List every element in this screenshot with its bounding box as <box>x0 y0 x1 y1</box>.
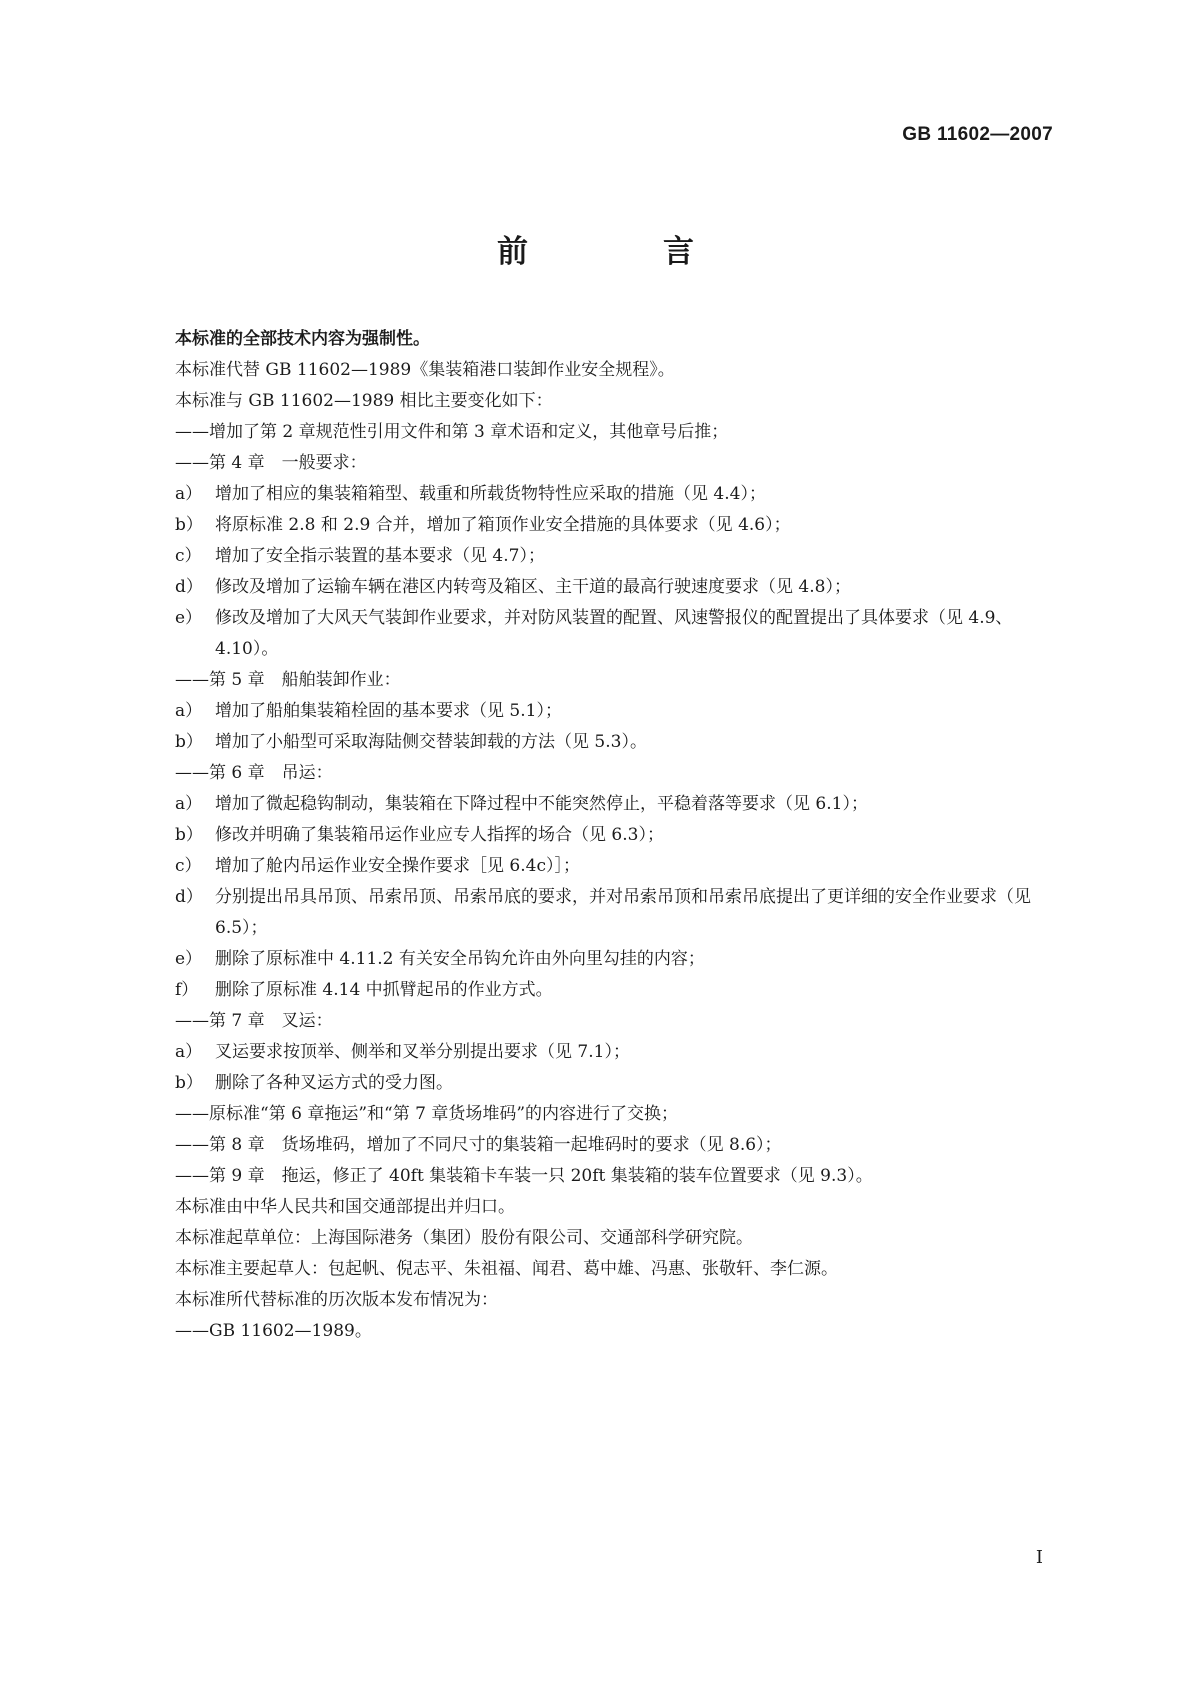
list-marker: a） <box>175 794 203 814</box>
list-item <box>175 882 1055 944</box>
list-marker: d） <box>175 887 203 907</box>
list-marker: e） <box>175 608 203 628</box>
list-marker: a） <box>175 484 203 504</box>
list-item-text: 增加了微起稳钩制动，集装箱在下降过程中不能突然停止，平稳着落等要求（见 6.1）； <box>215 794 868 814</box>
list-item <box>175 727 1055 758</box>
list-marker: d） <box>175 577 203 597</box>
list-item <box>175 541 1055 572</box>
list-item-text: 增加了相应的集装箱箱型、载重和所载货物特性应采取的措施（见 4.4）； <box>215 484 766 504</box>
list-marker: b） <box>175 825 203 845</box>
chapter-heading: ——第 4 章 一般要求： <box>175 453 367 473</box>
page-title: 前 言 <box>497 234 746 270</box>
list-item <box>175 510 1055 541</box>
list-marker: a） <box>175 701 203 721</box>
list-item <box>175 696 1055 727</box>
list-item-text: 修改并明确了集装箱吊运作业应专人指挥的场合（见 6.3）； <box>215 825 664 845</box>
list-item-text: 删除了原标准中 4.11.2 有关安全吊钩允许由外向里勾挂的内容； <box>215 949 705 969</box>
list-item-text: 增加了安全指示装置的基本要求（见 4.7）； <box>215 546 545 566</box>
list-marker: e） <box>175 949 203 969</box>
list-item <box>175 789 1055 820</box>
list-item <box>175 479 1055 510</box>
page-number: I <box>1035 1547 1043 1568</box>
paragraph: 本标准与 GB 11602—1989 相比主要变化如下： <box>175 391 553 411</box>
mandatory-statement: 本标准的全部技术内容为强制性。 <box>175 329 430 349</box>
list-item-text: 修改及增加了大风天气装卸作业要求，并对防风装置的配置、风速警报仪的配置提出了具体要求（见 4.9、4.10）。 <box>215 608 1013 659</box>
list-marker: c） <box>175 546 202 566</box>
chapter-heading: ——第 6 章 吊运： <box>175 763 333 783</box>
list-item-text: 增加了舱内吊运作业安全操作要求［见 6.4c）］； <box>215 856 580 876</box>
list-marker: b） <box>175 732 203 752</box>
list-item <box>175 572 1055 603</box>
list-item <box>175 1037 1055 1068</box>
paragraph: 本标准所代替标准的历次版本发布情况为： <box>175 1290 498 1310</box>
paragraph: 本标准主要起草人：包起帆、倪志平、朱祖福、闻君、葛中雄、冯惠、张敬轩、李仁源。 <box>175 1259 838 1279</box>
chapter-heading: ——第 5 章 船舶装卸作业： <box>175 670 401 690</box>
list-marker: c） <box>175 856 202 876</box>
paragraph: 本标准代替 GB 11602—1989《集装箱港口装卸作业安全规程》。 <box>175 360 675 380</box>
list-item-text: 删除了各种叉运方式的受力图。 <box>215 1073 453 1093</box>
dash-item: ——增加了第 2 章规范性引用文件和第 3 章术语和定义，其他章号后推； <box>175 422 729 442</box>
list-marker: a） <box>175 1042 203 1062</box>
list-item <box>175 603 1055 665</box>
dash-item: ——第 8 章 货场堆码，增加了不同尺寸的集装箱一起堆码时的要求（见 8.6）； <box>175 1135 782 1155</box>
list-marker: b） <box>175 1073 203 1093</box>
standard-number: GB 11602—2007 <box>902 124 1053 145</box>
preface-body <box>175 324 1055 1347</box>
dash-item: ——GB 11602—1989。 <box>175 1321 372 1341</box>
list-item-text: 删除了原标准 4.14 中抓臂起吊的作业方式。 <box>215 980 553 1000</box>
list-item <box>175 1068 1055 1099</box>
dash-item: ——原标准“第 6 章拖运”和“第 7 章货场堆码”的内容进行了交换； <box>175 1104 679 1124</box>
list-item <box>175 851 1055 882</box>
chapter-heading: ——第 7 章 叉运： <box>175 1011 333 1031</box>
dash-item: ——第 9 章 拖运，修正了 40ft 集装箱卡车装一只 20ft 集装箱的装车位置要求（见 9.3）。 <box>175 1166 873 1186</box>
list-marker: b） <box>175 515 203 535</box>
list-item-text: 将原标准 2.8 和 2.9 合并，增加了箱顶作业安全措施的具体要求（见 4.6）； <box>215 515 791 535</box>
list-marker: f） <box>175 980 199 1000</box>
list-item-text: 分别提出吊具吊顶、吊索吊顶、吊索吊底的要求，并对吊索吊顶和吊索吊底提出了更详细的安全作业要求（见 6.5）； <box>215 887 1031 938</box>
list-item-text: 增加了小船型可采取海陆侧交替装卸载的方法（见 5.3）。 <box>215 732 647 752</box>
list-item-text: 修改及增加了运输车辆在港区内转弯及箱区、主干道的最高行驶速度要求（见 4.8）； <box>215 577 851 597</box>
list-item-text: 增加了船舶集装箱栓固的基本要求（见 5.1）； <box>215 701 562 721</box>
paragraph: 本标准起草单位：上海国际港务（集团）股份有限公司、交通部科学研究院。 <box>175 1228 753 1248</box>
list-item <box>175 820 1055 851</box>
list-item-text: 叉运要求按顶举、侧举和叉举分别提出要求（见 7.1）； <box>215 1042 630 1062</box>
list-item <box>175 975 1055 1006</box>
list-item <box>175 944 1055 975</box>
paragraph: 本标准由中华人民共和国交通部提出并归口。 <box>175 1197 515 1217</box>
